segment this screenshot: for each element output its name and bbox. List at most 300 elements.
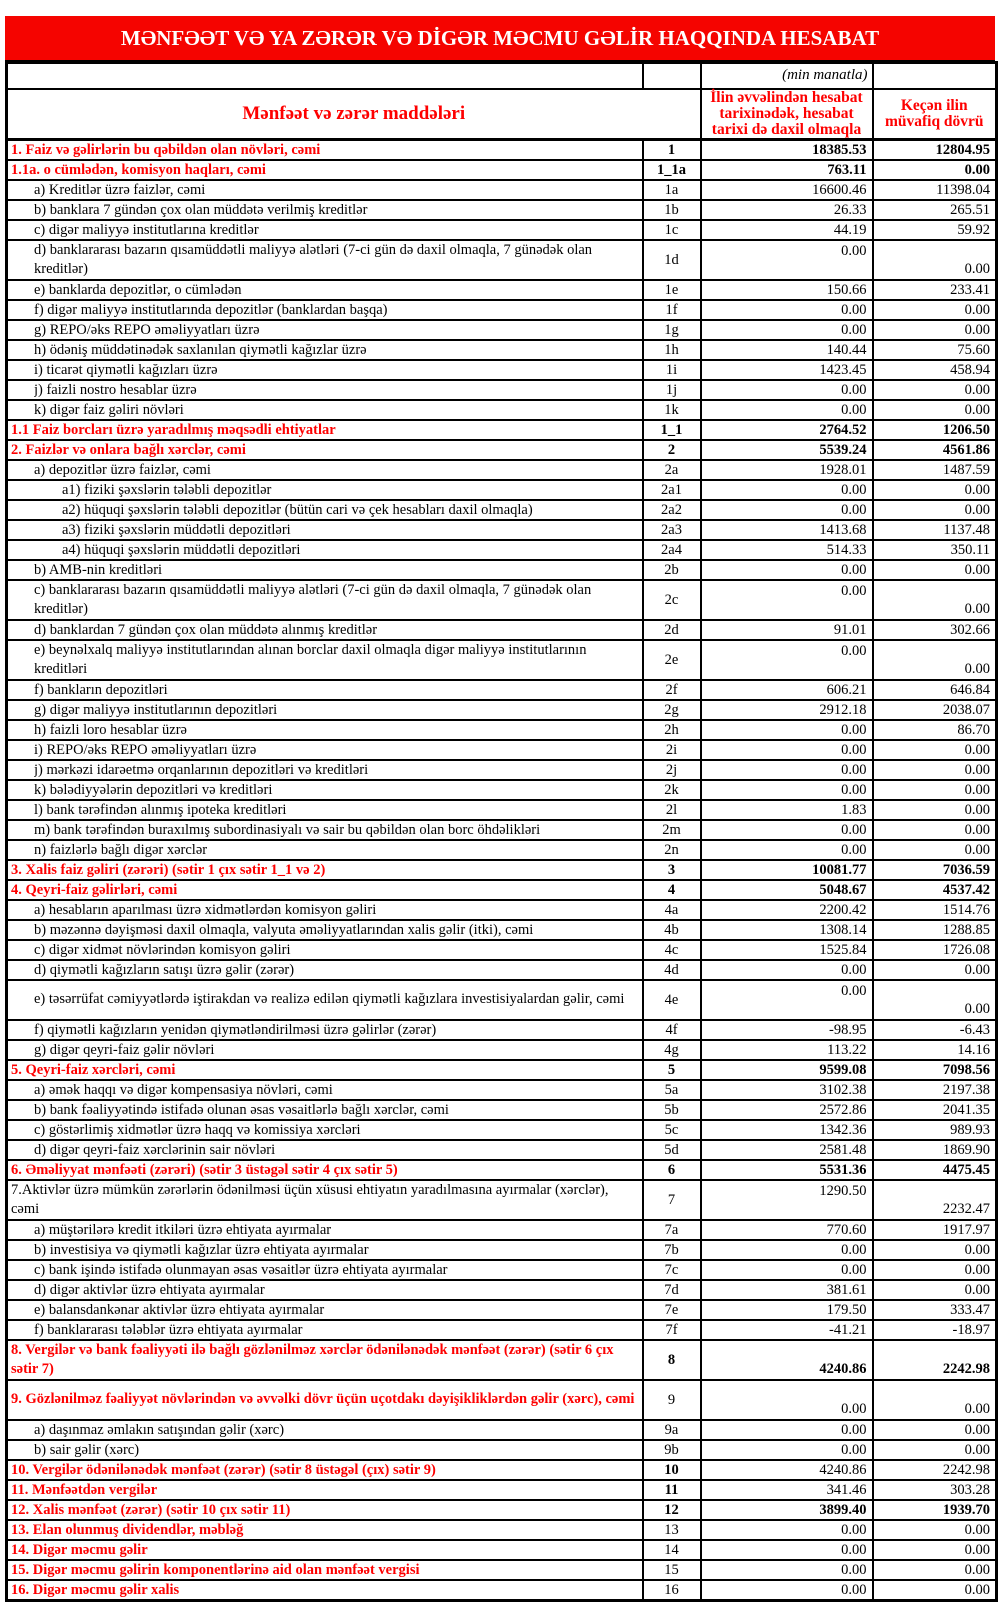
row-code: 2b	[643, 560, 701, 580]
table-row	[7, 220, 997, 240]
row-value-previous-period: 2232.47	[873, 1180, 997, 1220]
column-header-previous-period: Keçən ilin müvafiq dövrü	[873, 89, 997, 140]
row-value-previous-period: 0.00	[873, 160, 997, 180]
row-code: 5a	[643, 1080, 701, 1100]
row-code: 2a1	[643, 480, 701, 500]
row-label: 11. Mənfəətdən vergilər	[11, 1481, 158, 1498]
row-value-previous-period: -18.97	[873, 1320, 997, 1340]
row-value-current-period: 0.00	[701, 320, 873, 340]
row-label-cell	[7, 980, 643, 1020]
row-label-cell	[7, 400, 643, 420]
row-value-current-period: 0.00	[701, 1440, 873, 1460]
row-value-previous-period: 0.00	[873, 1280, 997, 1300]
row-value-previous-period: 1514.76	[873, 900, 997, 920]
row-value-current-period: 514.33	[701, 540, 873, 560]
row-label-cell	[7, 1340, 643, 1380]
row-label: b) AMB-nin kreditləri	[34, 561, 163, 578]
row-label: 1.1a. o cümlədən, komisyon haqları, cəmi	[11, 161, 266, 178]
row-code: 1k	[643, 400, 701, 420]
table-row	[7, 420, 997, 440]
row-value-previous-period: 2242.98	[873, 1340, 997, 1380]
row-code: 2l	[643, 800, 701, 820]
table-row	[7, 1120, 997, 1140]
row-label: a) depozitlər üzrə faizlər, cəmi	[34, 461, 211, 478]
row-label-cell	[7, 800, 643, 820]
row-label: e) banklarda depozitlər, o cümlədən	[34, 281, 242, 298]
table-row	[7, 1540, 997, 1560]
table-row	[7, 680, 997, 700]
row-label: f) bankların depozitləri	[34, 681, 168, 698]
row-label: f) banklararası tələblər üzrə ehtiyata ayırmalar	[34, 1321, 303, 1338]
table-row	[7, 800, 997, 820]
row-value-previous-period: 59.92	[873, 220, 997, 240]
row-label-cell	[7, 920, 643, 940]
row-value-previous-period: 0.00	[873, 760, 997, 780]
row-label: 5. Qeyri-faiz xərcləri, cəmi	[11, 1061, 176, 1078]
row-label-cell	[7, 1440, 643, 1460]
row-code: 1i	[643, 360, 701, 380]
row-value-current-period: 0.00	[701, 380, 873, 400]
row-value-current-period: 4240.86	[701, 1340, 873, 1380]
row-value-current-period: 0.00	[701, 1560, 873, 1580]
table-row	[7, 280, 997, 300]
table-row	[7, 540, 997, 560]
row-value-current-period: 0.00	[701, 1260, 873, 1280]
row-label-cell	[7, 280, 643, 300]
row-value-current-period: -98.95	[701, 1020, 873, 1040]
row-label: c) digər maliyyə institutlarına kreditlər	[34, 221, 259, 238]
row-value-previous-period: 0.00	[873, 1380, 997, 1420]
table-row	[7, 440, 997, 460]
row-label-cell	[7, 760, 643, 780]
row-label-cell	[7, 940, 643, 960]
row-label: b) banklara 7 gündən çox olan müddətə verilmiş kreditlər	[34, 201, 368, 218]
row-value-current-period: 0.00	[701, 980, 873, 1020]
row-code: 4b	[643, 920, 701, 940]
row-code: 4c	[643, 940, 701, 960]
row-value-current-period: 0.00	[701, 300, 873, 320]
row-code: 7	[643, 1180, 701, 1220]
row-value-previous-period: 0.00	[873, 840, 997, 860]
table-row	[7, 1560, 997, 1580]
row-label-cell	[7, 700, 643, 720]
row-label-cell	[7, 1320, 643, 1340]
row-label-cell	[7, 1180, 643, 1220]
row-label: 8. Vergilər və bank fəaliyyəti ilə bağlı gözlənilməz xərclər ödənilənədək mənfəət (zərər) (sətir 6 çıx sətir 7)	[11, 1341, 614, 1377]
row-label-cell	[7, 460, 643, 480]
row-value-previous-period: 0.00	[873, 1520, 997, 1540]
row-label-cell	[7, 1560, 643, 1580]
table-row	[7, 1060, 997, 1080]
row-code: 12	[643, 1500, 701, 1520]
row-value-current-period: -41.21	[701, 1320, 873, 1340]
row-value-current-period: 5048.67	[701, 880, 873, 900]
table-row	[7, 460, 997, 480]
column-header-row	[7, 89, 997, 140]
row-label-cell	[7, 1520, 643, 1540]
row-code: 4g	[643, 1040, 701, 1060]
row-label-cell	[7, 160, 643, 180]
table-row	[7, 960, 997, 980]
row-value-current-period: 0.00	[701, 960, 873, 980]
row-label-cell	[7, 1480, 643, 1500]
row-code: 6	[643, 1160, 701, 1180]
table-row	[7, 1280, 997, 1300]
table-row	[7, 1520, 997, 1540]
row-value-current-period: 1342.36	[701, 1120, 873, 1140]
table-row	[7, 1300, 997, 1320]
row-label: 14. Digər məcmu gəlir	[11, 1541, 148, 1558]
row-value-previous-period: 0.00	[873, 1240, 997, 1260]
row-label: b) bank fəaliyyətində istifadə olunan əsas vəsaitlərlə bağlı xərclər, cəmi	[34, 1101, 449, 1118]
table-row	[7, 340, 997, 360]
row-value-current-period: 5539.24	[701, 440, 873, 460]
row-label-cell	[7, 840, 643, 860]
row-code: 5b	[643, 1100, 701, 1120]
row-value-previous-period: 11398.04	[873, 180, 997, 200]
column-header-items: Mənfəət və zərər maddələri	[7, 89, 701, 140]
row-label: h) ödəniş müddətinədək saxlanılan qiymətli kağızlar üzrə	[34, 341, 367, 358]
row-value-current-period: 0.00	[701, 820, 873, 840]
row-value-current-period: 341.46	[701, 1480, 873, 1500]
row-code: 2i	[643, 740, 701, 760]
row-value-current-period: 1308.14	[701, 920, 873, 940]
row-label-cell	[7, 780, 643, 800]
row-value-current-period: 3899.40	[701, 1500, 873, 1520]
row-label-cell	[7, 1500, 643, 1520]
row-code: 2j	[643, 760, 701, 780]
table-row	[7, 360, 997, 380]
row-value-current-period: 150.66	[701, 280, 873, 300]
row-code: 1g	[643, 320, 701, 340]
row-value-previous-period: 0.00	[873, 1540, 997, 1560]
row-code: 5d	[643, 1140, 701, 1160]
row-label: 1.1 Faiz borcları üzrə yaradılmış məqsədli ehtiyatlar	[11, 421, 336, 438]
table-row	[7, 640, 997, 680]
row-code: 1a	[643, 180, 701, 200]
row-label: d) banklardan 7 gündən çox olan müddətə alınmış kreditlər	[34, 621, 378, 638]
row-label: d) digər qeyri-faiz xərclərinin sair növləri	[34, 1141, 276, 1158]
row-label-cell	[7, 560, 643, 580]
row-label-cell	[7, 380, 643, 400]
row-label: a) müştərilərə kredit itkiləri üzrə ehtiyata ayırmalar	[34, 1221, 332, 1238]
row-label-cell	[7, 720, 643, 740]
row-code: 1h	[643, 340, 701, 360]
row-label: b) sair gəlir (xərc)	[34, 1441, 140, 1458]
row-value-previous-period: 458.94	[873, 360, 997, 380]
row-label: 16. Digər məcmu gəlir xalis	[11, 1581, 180, 1598]
row-label: e) təsərrüfat cəmiyyətlərdə iştirakdan və realizə edilən qiymətli kağızlara investisiyalardan gəlir, cəmi	[34, 991, 625, 1007]
row-label-cell	[7, 640, 643, 680]
row-value-previous-period: 1917.97	[873, 1220, 997, 1240]
row-label-cell	[7, 1240, 643, 1260]
column-header-current-period: İlin əvvəlindən hesabat tarixinədək, hesabat tarixi də daxil olmaqla	[701, 89, 873, 140]
table-row	[7, 560, 997, 580]
report-table-body	[7, 139, 997, 1600]
row-label-cell	[7, 1160, 643, 1180]
row-label-cell	[7, 1460, 643, 1480]
row-label: g) digər qeyri-faiz gəlir növləri	[34, 1041, 215, 1058]
table-row	[7, 320, 997, 340]
row-value-current-period: 3102.38	[701, 1080, 873, 1100]
row-label-cell	[7, 900, 643, 920]
table-row	[7, 840, 997, 860]
row-value-current-period: 763.11	[701, 160, 873, 180]
table-row	[7, 1040, 997, 1060]
row-label-cell	[7, 180, 643, 200]
row-label-cell	[7, 1580, 643, 1601]
row-value-current-period: 16600.46	[701, 180, 873, 200]
row-code: 3	[643, 860, 701, 880]
row-value-current-period: 10081.77	[701, 860, 873, 880]
row-label: a3) fiziki şəxslərin müddətli depozitləri	[62, 521, 291, 538]
row-value-previous-period: 646.84	[873, 680, 997, 700]
row-label: b) investisiya və qiymətli kağızlar üzrə ehtiyata ayırmalar	[34, 1241, 369, 1258]
row-code: 2a4	[643, 540, 701, 560]
row-label: a) Kreditlər üzrə faizlər, cəmi	[34, 181, 206, 198]
row-label: e) balansdankənar aktivlər üzrə ehtiyata ayırmalar	[34, 1301, 325, 1318]
row-value-current-period: 0.00	[701, 1540, 873, 1560]
table-row	[7, 1140, 997, 1160]
row-label: c) banklararası bazarın qısamüddətli maliyyə alətləri (7-ci gün də daxil olmaqla, 7 günədək olan kreditlər)	[34, 581, 592, 617]
row-value-previous-period: 303.28	[873, 1480, 997, 1500]
row-label: g) digər maliyyə institutlarının depozitləri	[34, 701, 278, 718]
row-label-cell	[7, 740, 643, 760]
row-value-current-period: 1413.68	[701, 520, 873, 540]
row-value-previous-period: 0.00	[873, 380, 997, 400]
row-code: 2k	[643, 780, 701, 800]
row-value-current-period: 2200.42	[701, 900, 873, 920]
row-value-previous-period: 0.00	[873, 240, 997, 280]
row-label-cell	[7, 580, 643, 620]
row-value-previous-period: 1869.90	[873, 1140, 997, 1160]
table-row	[7, 620, 997, 640]
row-label-cell	[7, 520, 643, 540]
row-value-current-period: 0.00	[701, 480, 873, 500]
row-label: i) REPO/əks REPO əməliyyatları üzrə	[34, 741, 257, 758]
row-label: b) məzənnə dəyişməsi daxil olmaqla, valyuta əməliyyatlarından xalis gəlir (itki), cəmi	[34, 921, 534, 938]
row-label-cell	[7, 220, 643, 240]
row-code: 2m	[643, 820, 701, 840]
table-row	[7, 1320, 997, 1340]
row-code: 2a3	[643, 520, 701, 540]
row-label: e) beynəlxalq maliyyə institutlarından alınan borclar daxil olmaqla digər maliyyə institutlarının kreditləri	[34, 641, 587, 677]
table-row	[7, 1240, 997, 1260]
row-value-previous-period: 0.00	[873, 780, 997, 800]
row-value-current-period: 0.00	[701, 640, 873, 680]
row-value-previous-period: 0.00	[873, 580, 997, 620]
row-label: a2) hüquqi şəxslərin tələbli depozitlər (bütün cari və çek hesabları daxil olmaqla)	[62, 501, 533, 518]
row-code: 15	[643, 1560, 701, 1580]
table-row	[7, 380, 997, 400]
row-code: 2a	[643, 460, 701, 480]
row-value-current-period: 1423.45	[701, 360, 873, 380]
row-label: k) digər faiz gəliri növləri	[34, 401, 184, 418]
row-value-current-period: 0.00	[701, 740, 873, 760]
row-value-previous-period: 2197.38	[873, 1080, 997, 1100]
row-label: j) faizli nostro hesablar üzrə	[34, 381, 197, 398]
row-value-current-period: 0.00	[701, 500, 873, 520]
row-code: 2n	[643, 840, 701, 860]
row-value-current-period: 5531.36	[701, 1160, 873, 1180]
row-label: a) hesabların aparılması üzrə xidmətlərdən komisyon gəliri	[34, 901, 377, 918]
row-code: 13	[643, 1520, 701, 1540]
row-value-previous-period: 233.41	[873, 280, 997, 300]
row-label: f) qiymətli kağızların yenidən qiymətləndirilməsi üzrə gəlirlər (zərər)	[34, 1021, 437, 1038]
row-label-cell	[7, 620, 643, 640]
row-code: 1f	[643, 300, 701, 320]
row-value-previous-period: 2242.98	[873, 1460, 997, 1480]
row-label: a) əmək haqqı və digər kompensasiya növləri, cəmi	[34, 1081, 333, 1098]
row-code: 2g	[643, 700, 701, 720]
row-label: i) ticarət qiymətli kağızları üzrə	[34, 361, 218, 378]
table-row	[7, 139, 997, 160]
row-value-previous-period: 350.11	[873, 540, 997, 560]
row-value-current-period: 0.00	[701, 400, 873, 420]
row-label-cell	[7, 360, 643, 380]
row-code: 1e	[643, 280, 701, 300]
row-code: 7f	[643, 1320, 701, 1340]
table-row	[7, 400, 997, 420]
row-value-current-period: 0.00	[701, 1380, 873, 1420]
row-value-current-period: 1290.50	[701, 1180, 873, 1220]
row-value-previous-period: 1288.85	[873, 920, 997, 940]
table-row	[7, 1260, 997, 1280]
row-code: 9b	[643, 1440, 701, 1460]
row-code: 1	[643, 139, 701, 160]
table-row	[7, 300, 997, 320]
row-value-previous-period: 302.66	[873, 620, 997, 640]
row-value-previous-period: 1939.70	[873, 1500, 997, 1520]
row-label-cell	[7, 1420, 643, 1440]
row-value-current-period: 0.00	[701, 720, 873, 740]
row-value-current-period: 18385.53	[701, 139, 873, 160]
row-label: 6. Əməliyyat mənfəəti (zərəri) (sətir 3 üstəgəl sətir 4 çıx sətir 5)	[11, 1161, 398, 1178]
row-value-previous-period: 2041.35	[873, 1100, 997, 1120]
row-code: 2	[643, 440, 701, 460]
row-label-cell	[7, 500, 643, 520]
table-row	[7, 720, 997, 740]
table-row	[7, 1420, 997, 1440]
row-code: 2a2	[643, 500, 701, 520]
row-label-cell	[7, 1260, 643, 1280]
row-value-previous-period: 0.00	[873, 1260, 997, 1280]
row-value-current-period: 44.19	[701, 220, 873, 240]
row-label-cell	[7, 1100, 643, 1120]
row-label-cell	[7, 240, 643, 280]
row-label-cell	[7, 1120, 643, 1140]
row-label-cell	[7, 860, 643, 880]
row-code: 7c	[643, 1260, 701, 1280]
row-label-cell	[7, 540, 643, 560]
row-value-current-period: 2572.86	[701, 1100, 873, 1120]
row-label: k) bələdiyyələrin depozitləri və kreditləri	[34, 781, 273, 798]
row-code: 7e	[643, 1300, 701, 1320]
row-code: 9	[643, 1380, 701, 1420]
row-code: 1_1a	[643, 160, 701, 180]
unit-row-code-cell	[643, 63, 701, 89]
row-value-previous-period: 0.00	[873, 1580, 997, 1601]
row-label: m) bank tərəfindən buraxılmış subordinasiyalı və sair bu qəbildən olan borc öhdəlikləri	[34, 821, 541, 838]
row-value-current-period: 0.00	[701, 760, 873, 780]
row-value-previous-period: 14.16	[873, 1040, 997, 1060]
row-label: f) digər maliyyə institutlarında depozitlər (banklardan başqa)	[34, 301, 388, 318]
table-row	[7, 1160, 997, 1180]
row-label-cell	[7, 820, 643, 840]
row-value-previous-period: 0.00	[873, 1440, 997, 1460]
row-value-current-period: 1525.84	[701, 940, 873, 960]
row-value-previous-period: 0.00	[873, 500, 997, 520]
row-value-previous-period: 0.00	[873, 820, 997, 840]
unit-note-row	[7, 63, 997, 89]
table-row	[7, 1020, 997, 1040]
row-value-current-period: 1928.01	[701, 460, 873, 480]
row-value-current-period: 0.00	[701, 1240, 873, 1260]
row-label: 7.Aktivlər üzrə mümkün zərərlərin ödənilməsi üçün xüsusi ehtiyatın yaradılmasına ayırmalar (xərclər), cəmi	[11, 1181, 609, 1217]
row-label-cell	[7, 1040, 643, 1060]
row-label-cell	[7, 320, 643, 340]
table-row	[7, 780, 997, 800]
row-value-current-period: 179.50	[701, 1300, 873, 1320]
row-value-previous-period: 0.00	[873, 400, 997, 420]
row-label-cell	[7, 1140, 643, 1160]
row-code: 4f	[643, 1020, 701, 1040]
row-value-current-period: 0.00	[701, 1520, 873, 1540]
table-row	[7, 500, 997, 520]
row-code: 1b	[643, 200, 701, 220]
table-row	[7, 1460, 997, 1480]
row-label: l) bank tərəfindən alınmış ipoteka kreditləri	[34, 801, 287, 818]
table-row	[7, 1180, 997, 1220]
row-label-cell	[7, 1220, 643, 1240]
row-code: 16	[643, 1580, 701, 1601]
row-label: 1. Faiz və gəlirlərin bu qəbildən olan növləri, cəmi	[11, 141, 321, 158]
table-row	[7, 1580, 997, 1601]
row-value-current-period: 0.00	[701, 780, 873, 800]
table-row	[7, 820, 997, 840]
table-row	[7, 880, 997, 900]
row-code: 1d	[643, 240, 701, 280]
report-title: MƏNFƏƏT VƏ YA ZƏRƏR VƏ DİGƏR MƏCMU GƏLİR HAQQINDA HESABAT	[120, 25, 880, 50]
row-value-previous-period: 0.00	[873, 320, 997, 340]
table-row	[7, 180, 997, 200]
table-row	[7, 580, 997, 620]
row-code: 11	[643, 1480, 701, 1500]
table-row	[7, 1080, 997, 1100]
row-label-cell	[7, 1540, 643, 1560]
table-row	[7, 520, 997, 540]
row-code: 7b	[643, 1240, 701, 1260]
row-value-current-period: 2581.48	[701, 1140, 873, 1160]
row-label-cell	[7, 480, 643, 500]
report-title-bar	[5, 16, 995, 61]
table-row	[7, 1480, 997, 1500]
row-value-previous-period: 2038.07	[873, 700, 997, 720]
table-row	[7, 760, 997, 780]
row-code: 4e	[643, 980, 701, 1020]
row-value-previous-period: 7036.59	[873, 860, 997, 880]
row-value-previous-period: 0.00	[873, 800, 997, 820]
table-row	[7, 1100, 997, 1120]
row-value-previous-period: -6.43	[873, 1020, 997, 1040]
table-row	[7, 200, 997, 220]
row-label: c) bank işində istifadə olunmayan əsas vəsaitlər üzrə ehtiyata ayırmalar	[34, 1261, 448, 1278]
row-value-previous-period: 265.51	[873, 200, 997, 220]
row-value-previous-period: 4475.45	[873, 1160, 997, 1180]
row-value-previous-period: 333.47	[873, 1300, 997, 1320]
unit-row-items-cell	[7, 63, 643, 89]
table-row	[7, 480, 997, 500]
